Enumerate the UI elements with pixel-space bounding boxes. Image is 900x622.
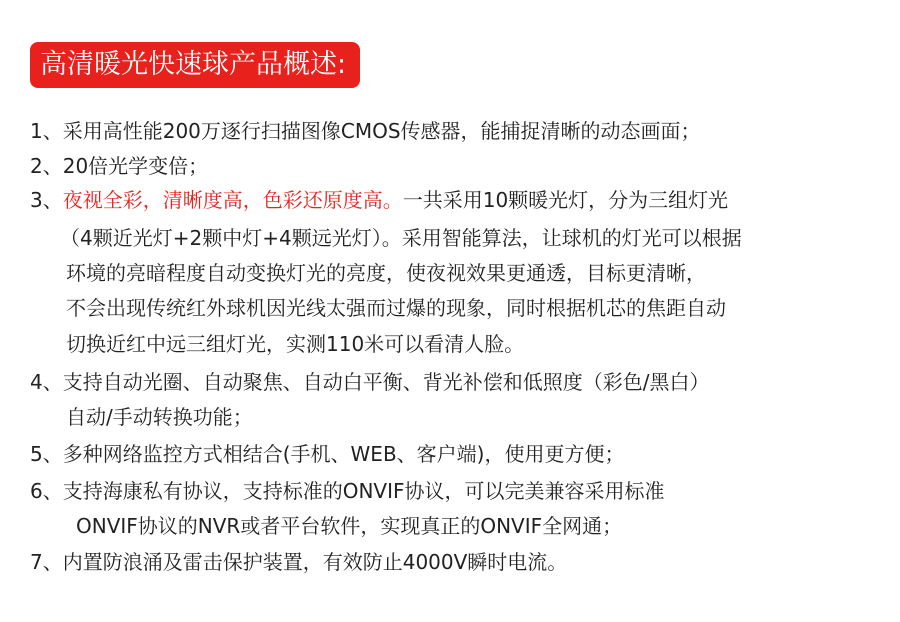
feature-item-5: 5、多种网络监控方式相结合(手机、WEB、客户端)，使用更方便； (30, 442, 625, 466)
feature-item-3-prefix: 3、 (30, 188, 63, 212)
feature-item-3-line-2: （4颗近光灯+2颗中灯+4颗远光灯）。采用智能算法，让球机的灯光可以根据 (60, 226, 742, 250)
feature-item-3-text: 一共采用10颗暖光灯，分为三组灯光 (402, 188, 729, 212)
feature-item-3-line-5: 切换近红中远三组灯光，实测110米可以看清人脸。 (66, 332, 525, 356)
section-title: 高清暖光快速球产品概述: (40, 49, 347, 80)
feature-item-3 (30, 186, 728, 214)
feature-item-6: 6、支持海康私有协议，支持标准的ONVIF协议，可以完美兼容采用标准 (30, 479, 665, 503)
feature-item-4-line-2: 自动/手动转换功能； (66, 405, 253, 429)
section-title-badge (30, 42, 360, 88)
feature-item-7: 7、内置防浪涌及雷击保护装置，有效防止4000V瞬时电流。 (30, 550, 568, 574)
feature-item-1: 1、采用高性能200万逐行扫描图像CMOS传感器，能捕捉清晰的动态画面； (30, 119, 701, 143)
feature-item-3-line-3: 环境的亮暗程度自动变换灯光的亮度，使夜视效果更通透，目标更清晰， (66, 261, 706, 285)
feature-item-4: 4、支持自动光圈、自动聚焦、自动白平衡、背光补偿和低照度（彩色/黑白） (30, 370, 710, 394)
feature-item-2: 2、20倍光学变倍； (30, 154, 209, 178)
feature-item-6-line-2: ONVIF协议的NVR或者平台软件，实现真正的ONVIF全网通； (76, 514, 623, 538)
feature-item-3-highlight: 夜视全彩，清晰度高，色彩还原度高。 (62, 188, 403, 212)
feature-item-3-line-4: 不会出现传统红外球机因光线太强而过爆的现象，同时根据机芯的焦距自动 (66, 296, 726, 320)
